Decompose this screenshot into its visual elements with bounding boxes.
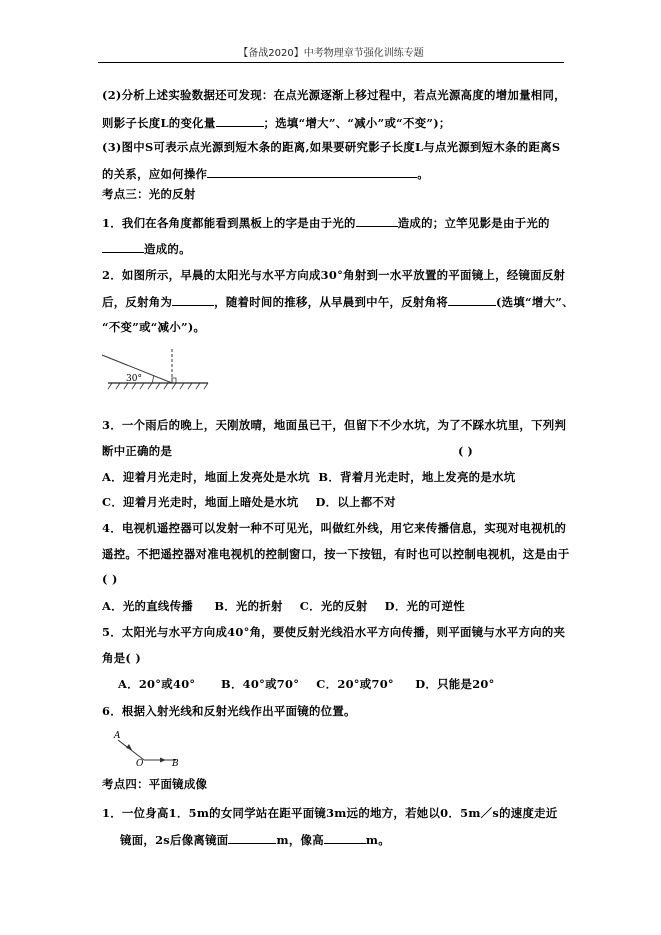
question-2-cont bbox=[102, 294, 574, 309]
text: 1．一位身高1．5m的女同学站在距平面镜3m远的地方，若她以0．5m／s的速度走近 bbox=[102, 806, 558, 820]
text: 3．一个雨后的晚上，天刚放晴，地面虽已干，但留下不少水坑，为了不踩水坑里，下列判 bbox=[102, 418, 567, 432]
question-5-cont bbox=[102, 651, 141, 665]
text: ；选填“增大”、“减小”或“不变”)； bbox=[263, 116, 451, 130]
text: 造成的；立竿见影是由于光的 bbox=[397, 216, 550, 230]
label-o: O bbox=[136, 759, 144, 769]
text: 遥控。不把遥控器对准电视机的控制窗口，按一下按钮，有时也可以控制电视机，这是由于 bbox=[102, 547, 570, 561]
answer-blank[interactable] bbox=[102, 241, 144, 253]
option-row bbox=[118, 677, 495, 691]
answer-blank[interactable] bbox=[356, 215, 398, 227]
answer-blank[interactable] bbox=[448, 294, 496, 306]
question-5 bbox=[102, 625, 565, 639]
text: 。 bbox=[417, 167, 429, 181]
question-3 bbox=[102, 418, 566, 432]
header-rule bbox=[98, 62, 564, 63]
text: 的关系，应如何操作 bbox=[102, 167, 208, 181]
text: m。 bbox=[365, 833, 390, 847]
answer-blank[interactable] bbox=[324, 832, 366, 844]
text: 造成的。 bbox=[144, 242, 191, 256]
label-b: B bbox=[172, 759, 179, 769]
text: 1．我们在各角度都能看到黑板上的字是由于光的 bbox=[102, 216, 356, 230]
text: ，随着时间的推移，从早晨到中午，反射角将 bbox=[214, 295, 448, 309]
option-b[interactable]: B．背着月光走时，地上发亮的是水坑 bbox=[318, 470, 516, 484]
question-p1 bbox=[102, 806, 558, 820]
answer-paren[interactable]: ( ) bbox=[102, 572, 118, 586]
option-row-2 bbox=[102, 495, 396, 509]
section-title-plane-mirror: 考点四：平面镜成像 bbox=[102, 777, 208, 791]
angle-label: 30° bbox=[126, 374, 142, 384]
question-4 bbox=[102, 521, 566, 535]
text: (选填“增大”、 bbox=[495, 295, 574, 309]
question-2 bbox=[102, 268, 565, 282]
question-1-cont bbox=[102, 241, 191, 256]
option-d[interactable]: D．光的可逆性 bbox=[384, 599, 465, 613]
text: (3)图中S可表示点光源到短木条的距离,如果要研究影子长度L与点光源到短木条的距离S bbox=[102, 140, 561, 154]
para-analysis-3 bbox=[102, 140, 560, 154]
text: 5．太阳光与水平方向成40°角，要使反射光线沿水平方向传播，则平面镜与水平方向的夹 bbox=[102, 625, 566, 639]
option-c[interactable]: C．20°或70° bbox=[316, 677, 394, 691]
label-a: A bbox=[114, 731, 121, 741]
answer-blank[interactable] bbox=[172, 294, 214, 306]
option-d[interactable]: D．以上都不对 bbox=[315, 495, 396, 509]
answer-blank[interactable] bbox=[207, 166, 417, 178]
option-a[interactable]: A．20°或40° bbox=[118, 677, 196, 691]
incident-ray bbox=[118, 740, 144, 760]
option-b[interactable]: B．光的折射 bbox=[214, 599, 283, 613]
arrowhead bbox=[126, 744, 132, 750]
para-analysis-2 bbox=[102, 88, 566, 102]
para-analysis-3-cont bbox=[102, 166, 429, 181]
option-b[interactable]: B．40°或70° bbox=[221, 677, 300, 691]
option-row-1 bbox=[102, 470, 515, 484]
text: 4．电视机遥控器可以发射一种不可见光，叫做红外线，用它来传播信息，实现对电视机的 bbox=[102, 521, 567, 535]
question-1 bbox=[102, 215, 550, 230]
text: 镜面，2s后像离镜面 bbox=[120, 833, 229, 847]
right-angle-mark bbox=[172, 378, 176, 383]
option-a[interactable]: A．迎着月光走时，地面上发亮处是水坑 bbox=[102, 470, 310, 484]
text: 后，反射角为 bbox=[102, 295, 173, 309]
text: 2．如图所示，早晨的太阳光与水平方向成30°角射到一水平放置的平面镜上，经镜面反射 bbox=[102, 268, 566, 282]
option-a[interactable]: A．光的直线传播 bbox=[102, 599, 193, 613]
question-6: 6．根据入射光线和反射光线作出平面镜的位置。 bbox=[102, 704, 356, 718]
text: m，像高 bbox=[276, 833, 324, 847]
figure-sunlight-mirror bbox=[100, 347, 210, 397]
answer-paren[interactable]: ( ) bbox=[458, 444, 473, 458]
answer-blank[interactable] bbox=[228, 832, 276, 844]
question-3-cont bbox=[102, 444, 172, 458]
text: 角是( ) bbox=[102, 651, 142, 665]
option-c[interactable]: C．迎着月光走时，地面上暗处是水坑 bbox=[102, 495, 299, 509]
text: 则影子长度L的变化量 bbox=[102, 116, 216, 130]
option-row bbox=[102, 599, 465, 613]
figure-reflection-rays bbox=[110, 728, 200, 768]
text: 断中正确的是 bbox=[102, 444, 173, 458]
text: (2)分析上述实验数据还可发现：在点光源逐渐上移过程中，若点光源高度的增加量相同， bbox=[102, 88, 566, 102]
mirror-hatching bbox=[108, 383, 208, 389]
question-p1-cont bbox=[120, 832, 390, 847]
option-d[interactable]: D．只能是20° bbox=[415, 677, 495, 691]
page-header-title: 【备战2020】中考物理章节强化训练专题 bbox=[238, 48, 424, 59]
para-analysis-2-cont bbox=[102, 115, 451, 130]
section-title-reflection: 考点三：光的反射 bbox=[102, 187, 196, 201]
question-4-cont bbox=[102, 547, 570, 561]
question-2-cont-2: “不变”或“减小”)。 bbox=[102, 320, 206, 334]
arrowhead bbox=[160, 758, 166, 763]
option-c[interactable]: C．光的反射 bbox=[299, 599, 368, 613]
angle-arc bbox=[152, 375, 154, 383]
answer-blank[interactable] bbox=[216, 115, 264, 127]
